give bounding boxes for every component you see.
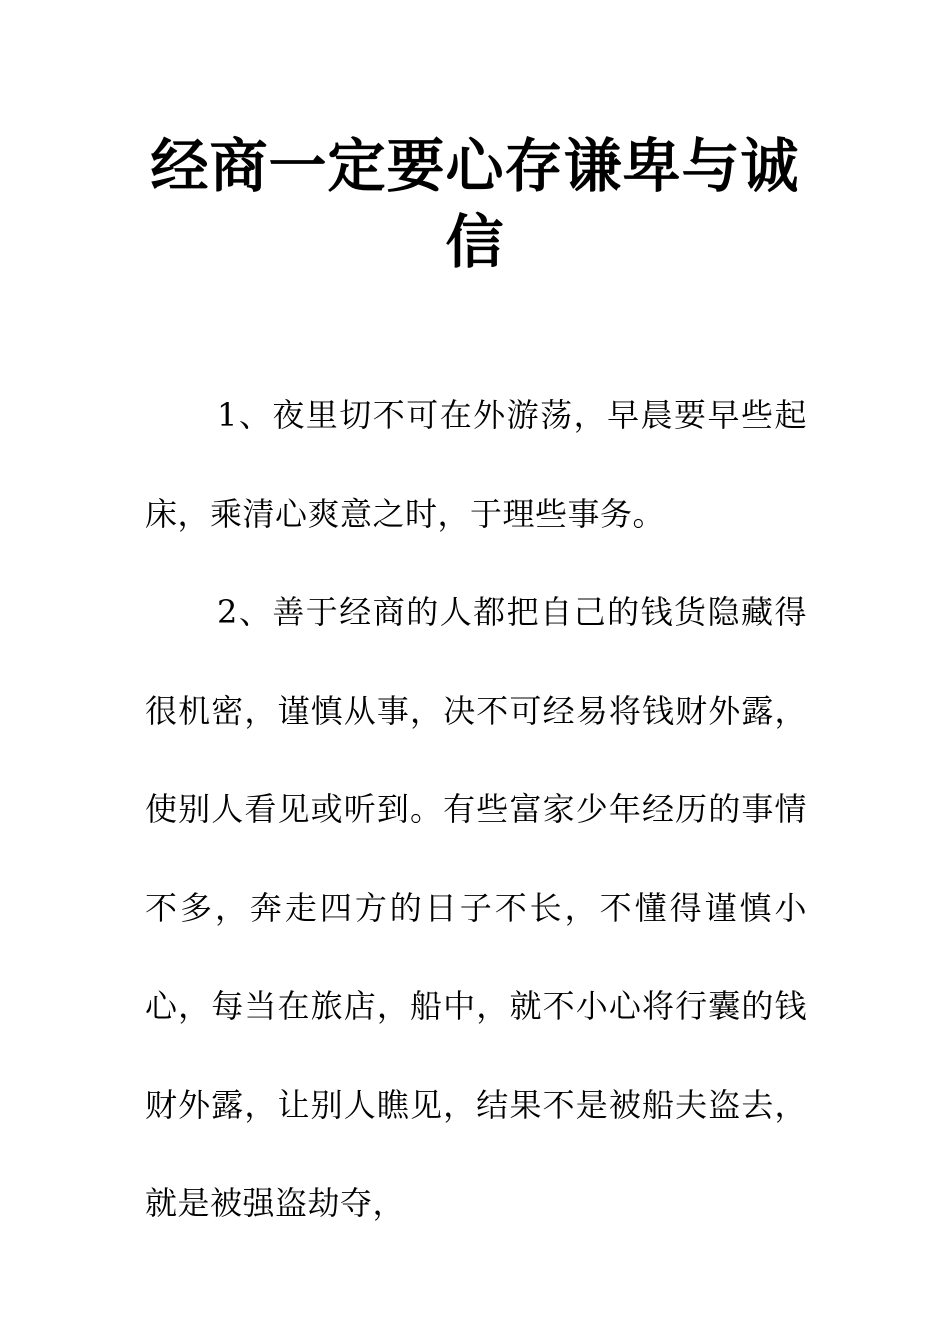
document-body <box>145 366 807 1253</box>
document-title: 经商一定要心存谦卑与诚信 <box>150 132 800 276</box>
paragraph-1: 1、夜里切不可在外游荡，早晨要早些起床，乘清心爽意之时，于理些事务。 <box>145 396 807 533</box>
paragraph-2: 2、善于经商的人都把自己的钱货隐藏得很机密，谨慎从事，决不可经易将钱财外露，使别人看见或听到。有些富家少年经历的事情不多，奔走四方的日子不长，不懂得谨慎小心，每当在旅店，船中，就不小心将行囊的钱财外露，让别人瞧见，结果不是被船夫盗去，就是被强盗劫夺， <box>145 593 807 1222</box>
